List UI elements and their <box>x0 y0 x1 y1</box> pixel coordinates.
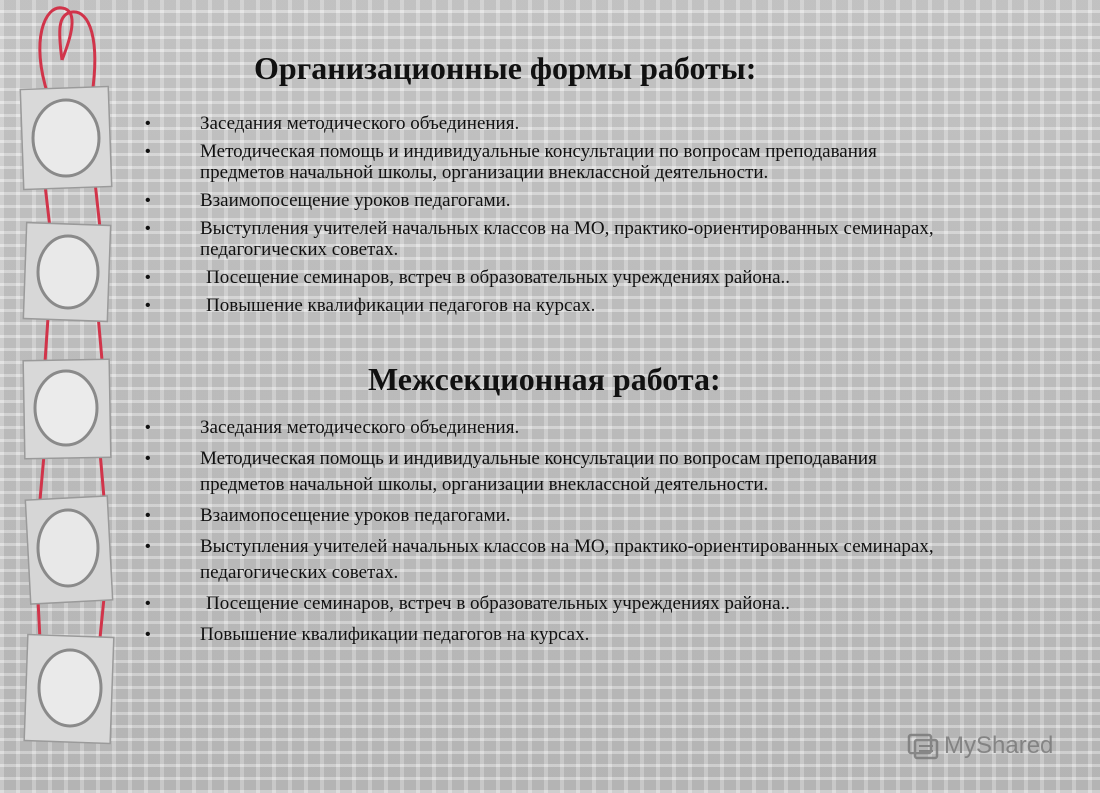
bullet: • <box>145 626 151 643</box>
hanging-tags-decoration <box>0 0 140 793</box>
list-item <box>145 267 1045 288</box>
intersectional-work-list <box>145 415 1045 653</box>
list-item-text: Методическая помощь и индивидуальные консультации по вопросам преподавания предметов начальной школы, организации внеклассной деятельности. <box>200 141 877 183</box>
list-item <box>145 446 1045 498</box>
list-item-text: Заседания методического объединения. <box>200 417 520 438</box>
bullet: • <box>145 192 151 209</box>
bullet: • <box>145 115 151 132</box>
list-item-text: Повышение квалификации педагогов на курсах. <box>200 624 590 645</box>
list-item-text: Повышение квалификации педагогов на курсах. <box>206 295 596 316</box>
section-title-intersectional-work: Межсекционная работа: <box>368 361 721 397</box>
myshared-watermark <box>906 729 1053 763</box>
list-item-text: Взаимопосещение уроков педагогами. <box>200 190 511 211</box>
list-item-text: Выступления учителей начальных классов на МО, практико-ориентированных семинарах, педагогических советах. <box>200 218 934 260</box>
bullet: • <box>145 220 151 237</box>
watermark-text: MyShared <box>944 732 1054 759</box>
bullet: • <box>145 269 151 286</box>
list-item <box>145 141 1045 183</box>
myshared-logo-icon <box>906 729 940 763</box>
list-item <box>145 295 1045 316</box>
tag-2 <box>23 223 110 322</box>
list-item <box>145 534 1045 586</box>
list-item-text: Взаимопосещение уроков педагогами. <box>200 505 511 526</box>
tag-4 <box>25 496 112 604</box>
section-title-organizational-forms: Организационные формы работы: <box>254 50 757 86</box>
list-item <box>145 591 1045 617</box>
list-item-text: Посещение семинаров, встреч в образовательных учреждениях района.. <box>206 267 791 288</box>
list-item <box>145 113 1045 134</box>
bullet: • <box>145 143 151 160</box>
tag-5 <box>24 635 114 744</box>
list-item-text: Заседания методического объединения. <box>200 113 520 134</box>
bullet: • <box>145 419 151 436</box>
list-item <box>145 190 1045 211</box>
bullet: • <box>145 538 151 555</box>
list-item <box>145 218 1045 260</box>
bullet: • <box>145 507 151 524</box>
list-item <box>145 415 1045 441</box>
tag-3 <box>23 359 111 458</box>
list-item-text: Посещение семинаров, встреч в образовательных учреждениях района.. <box>206 593 791 614</box>
list-item <box>145 503 1045 529</box>
list-item <box>145 622 1045 648</box>
tag-1 <box>20 86 111 189</box>
list-item-text: Методическая помощь и индивидуальные консультации по вопросам преподавания предметов начальной школы, организации внеклассной деятельности. <box>200 448 877 495</box>
bullet: • <box>145 595 151 612</box>
bullet: • <box>145 450 151 467</box>
bullet: • <box>145 297 151 314</box>
organizational-forms-list <box>145 113 1045 323</box>
list-item-text: Выступления учителей начальных классов на МО, практико-ориентированных семинарах, педагогических советах. <box>200 536 934 583</box>
